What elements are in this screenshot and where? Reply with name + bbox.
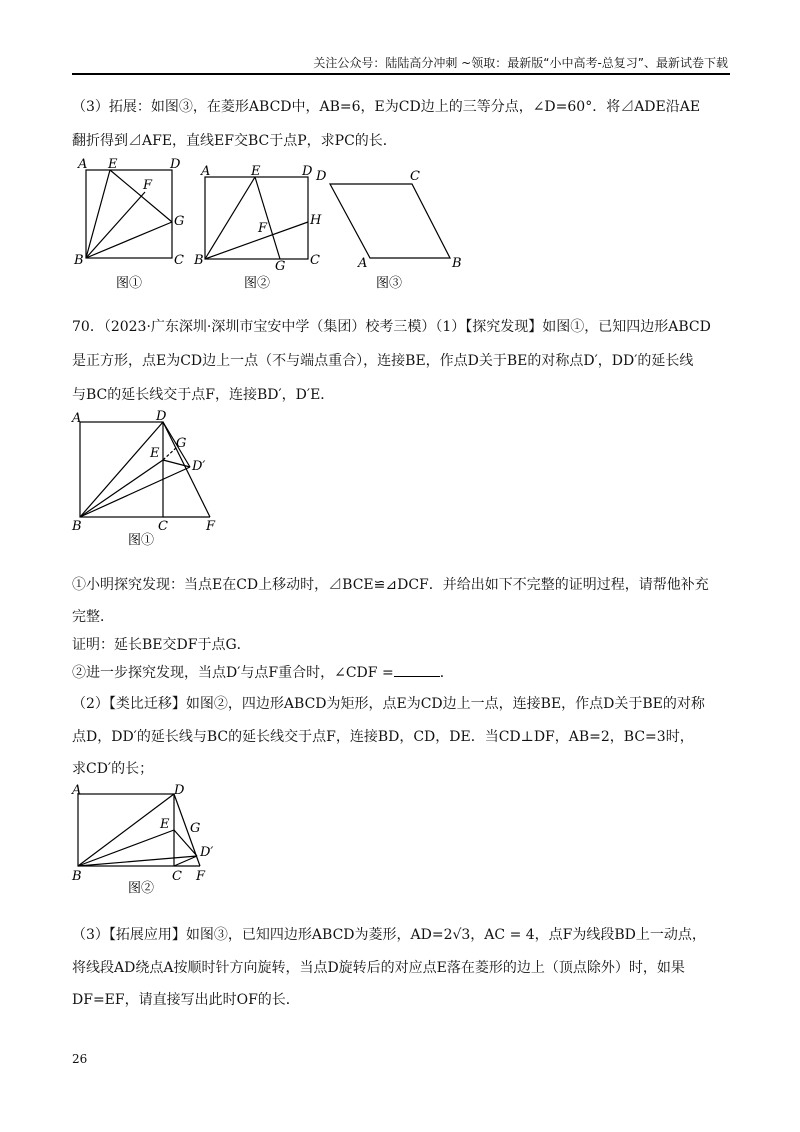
q70-fig2-label-D: D	[174, 783, 185, 798]
q70-sub2-text: ②进一步探究发现，当点D′与点F重合时，∠CDF =	[72, 665, 394, 681]
fig1-label-D: D	[170, 157, 181, 172]
fig2-label-A: A	[201, 164, 211, 179]
q70-fig1-label-D: D	[156, 409, 167, 424]
q70-fig1-label-G: G	[176, 436, 187, 451]
fig1-label-C: C	[174, 253, 184, 268]
q70-line1: 70．（2023·广东深圳·深圳市宝安中学（集团）校考三模）（1）【探究发现】如图①，已知四边形ABCD	[72, 319, 711, 335]
answer-blank	[394, 664, 440, 677]
fig1-caption: 图①	[116, 276, 143, 291]
fig3-caption: 图③	[376, 276, 403, 291]
q70-sub1-line2: 完整．	[72, 609, 114, 625]
fig2-label-C: C	[310, 253, 320, 268]
q70-fig2-label-E: E	[160, 817, 170, 832]
fig2-label-G: G	[275, 259, 286, 274]
q70-fig2-label-A: A	[72, 783, 82, 798]
q70-figure-2	[0, 782, 800, 902]
figure-3-rhombus	[330, 184, 450, 258]
page-number: 26	[72, 1052, 88, 1066]
q70-fig1-label-E: E	[150, 446, 160, 461]
header-rule	[72, 73, 730, 75]
q70-part2-line3: 求CD′的长；	[72, 761, 154, 777]
q69-part3-line1: （3）拓展：如图③，在菱形ABCD中，AB=6，E为CD边上的三等分点，∠D=60°．将⊿ADE沿AE	[72, 99, 701, 115]
q70-sub1-line1: ①小明探究发现：当点E在CD上移动时，⊿BCE≌⊿DCF．并给出如下不完整的证明过程，请帮他补充	[72, 577, 709, 593]
fig3-label-B: B	[452, 256, 462, 271]
fig1-label-E: E	[108, 157, 118, 172]
fig3-label-A: A	[358, 256, 368, 271]
q70-fig2-label-G: G	[190, 821, 201, 836]
q70-part3-line1: （3）【拓展应用】如图③，已知四边形ABCD为菱形，AD=2√3，AC = 4，点F为线段BD上一动点，	[72, 927, 706, 943]
q69-part3-line2: 翻折得到⊿AFE，直线EF交BC于点P，求PC的长．	[72, 133, 397, 149]
q70-proof: 证明：延长BE交DF于点G．	[72, 637, 251, 653]
fig1-label-B: B	[74, 253, 84, 268]
q70-part3-line3: DF=EF，请直接写出此时OF的长．	[72, 992, 300, 1008]
q70-fig1-label-F: F	[206, 519, 216, 534]
fig1-label-G: G	[174, 214, 185, 229]
q70-part2-line2: 点D，DD′的延长线与BC的延长线交于点F，连接BD，CD，DE．当CD⊥DF，AB=2，BC=3时，	[72, 729, 694, 745]
fig3-label-C: C	[410, 169, 420, 184]
q70-fig1-label-A: A	[72, 411, 82, 426]
fig1-label-F: F	[143, 178, 153, 193]
fig2-caption: 图②	[244, 276, 271, 291]
figure-1-square	[86, 170, 172, 258]
fig2-label-H: H	[310, 213, 322, 228]
fig1-label-A: A	[78, 157, 88, 172]
q70-fig2-label-B: B	[72, 869, 82, 884]
page-header: 关注公众号：陆陆高分冲刺 ~领取：最新版“小中高考-总复习”、最新试卷下载	[313, 56, 728, 70]
q70-fig2-label-D-prime: D′	[200, 845, 214, 860]
q70-part2-line1: （2）【类比迁移】如图②，四边形ABCD为矩形，点E为CD边上一点，连接BE，作点D关于BE的对称	[72, 696, 705, 712]
q70-sub2	[72, 662, 454, 682]
figure-2-rectangle	[205, 177, 308, 259]
fig2-label-E: E	[251, 164, 261, 179]
q70-fig1-label-C: C	[158, 519, 168, 534]
q70-part3-line2: 将线段AD绕点A按顺时针方向旋转，当点D旋转后的对应点E落在菱形的边上（顶点除外）时，如果	[72, 960, 685, 976]
q70-fig1-label-D-prime: D′	[192, 459, 206, 474]
fig2-label-F: F	[258, 221, 268, 236]
q70-fig2-caption: 图②	[128, 881, 155, 896]
q70-sub2-end: ．	[439, 665, 454, 681]
fig2-label-B: B	[194, 253, 204, 268]
q70-fig2-label-C: C	[172, 869, 182, 884]
q70-fig2-label-F: F	[196, 869, 206, 884]
q70-line2: 是正方形，点E为CD边上一点（不与端点重合），连接BE，作点D关于BE的对称点D′，DD′的延长线	[72, 353, 694, 369]
fig3-label-D: D	[316, 169, 327, 184]
q70-line3: 与BC的延长线交于点F，连接BD′，D′E．	[72, 387, 335, 403]
fig2-label-D: D	[302, 164, 313, 179]
q70-figure-1	[0, 410, 800, 550]
q70-fig1-label-B: B	[72, 519, 82, 534]
q70-fig1-caption: 图①	[128, 533, 155, 548]
figure-row1	[0, 152, 800, 292]
